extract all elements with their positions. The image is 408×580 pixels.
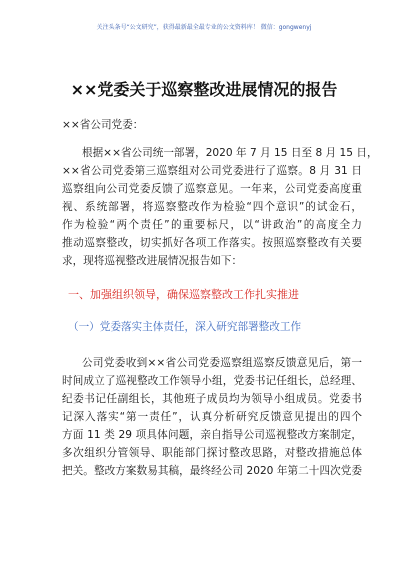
- header-banner: [0, 24, 408, 32]
- body-line: 公司党委收到××省公司党委巡察组巡察反馈意见后，第一: [82, 357, 362, 369]
- body-line: 时间成立了巡视整改工作领导小组，党委书记任组长，总经理、: [62, 375, 362, 387]
- body-line: 多次组织分管领导、职能部门探讨整改思路，对整改措施总体: [62, 447, 362, 459]
- intro-line: 推动巡察整改，切实抓好各项工作落实。按照巡察整改有关要: [62, 237, 362, 249]
- intro-line: 求，现将巡视整改进展情况报告如下：: [62, 255, 243, 267]
- body-line: 纪委书记任副组长，其他班子成员均为领导小组成员。党委书: [62, 393, 362, 405]
- intro-line: 巡察组向公司党委反馈了巡察意见。一年来，公司党委高度重: [62, 183, 362, 195]
- intro-line: 根据××省公司统一部署，2020 年 7 月 15 日至 8 月 15 日，: [82, 147, 378, 159]
- intro-line: 作为检验“两个责任”的重要标尺，以“讲政治”的高度全力: [62, 219, 362, 231]
- banner-wechat-text: 微信：gongwenyj: [260, 24, 312, 31]
- subsection-heading-1: （一）党委落实主体责任，深入研究部署整改工作: [68, 321, 302, 333]
- document-title: ××党委关于巡察整改进展情况的报告: [70, 80, 338, 99]
- salutation: ××省公司党委：: [62, 119, 144, 131]
- body-line: 把关。整改方案数易其稿，最终经公司 2020 年第二十四次党委: [62, 465, 362, 477]
- section-heading-1: 一、加强组织领导，确保巡察整改工作扎实推进: [68, 288, 299, 301]
- body-line: 方面 11 类 29 项具体问题，亲自指导公司巡视整改方案制定，: [62, 429, 362, 441]
- body-line: 记深入落实“第一责任”，认真分析研究反馈意见提出的四个: [62, 411, 362, 423]
- intro-line: ××省公司党委第三巡察组对公司党委进行了巡察。8 月 31 日: [62, 165, 362, 177]
- banner-promo-text: 关注头条号“公文研究”，获得最新最全最专业的公文资料库！: [96, 24, 259, 31]
- intro-line: 视、系统部署，将巡察整改作为检验“四个意识”的试金石，: [62, 201, 362, 213]
